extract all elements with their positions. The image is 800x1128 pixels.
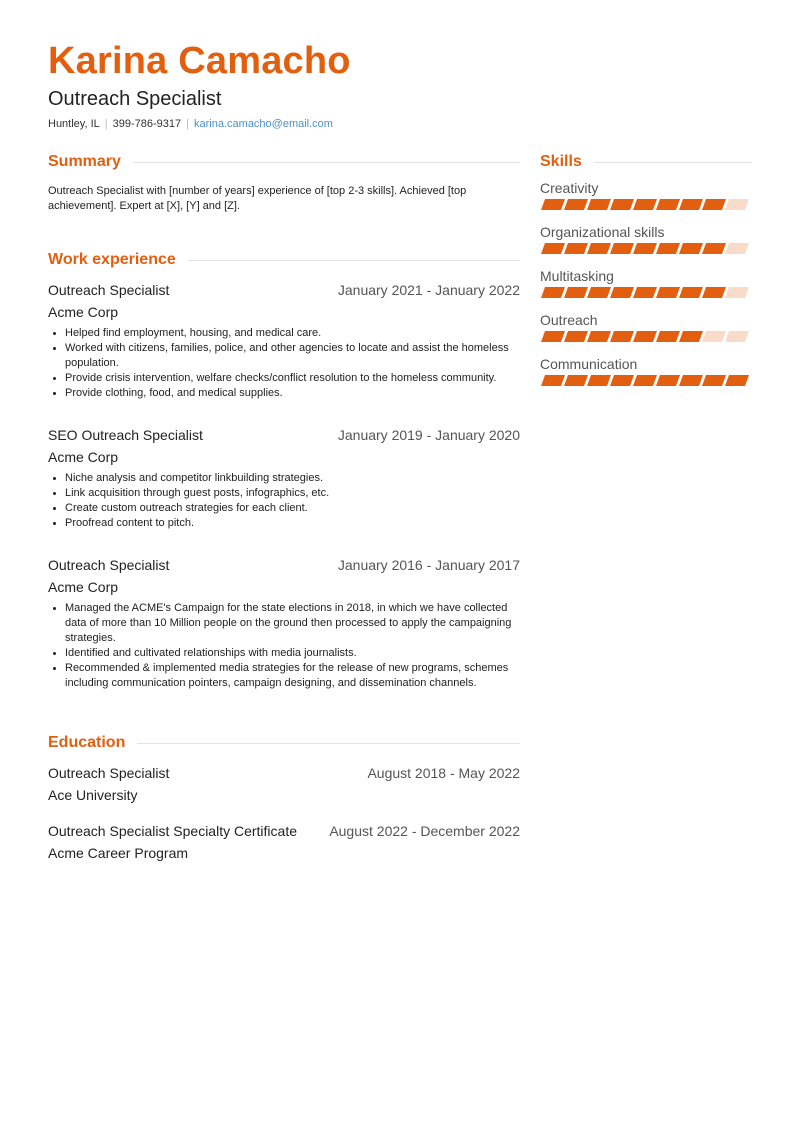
school-name: Ace University — [48, 787, 138, 803]
skill-segment-empty — [725, 287, 749, 298]
section-header — [540, 150, 752, 174]
job-bullet: • Niche analysis and competitor linkbuilding strategies. — [65, 471, 520, 486]
candidate-name: Karina Camacho — [48, 40, 351, 82]
skill-name: Creativity — [540, 180, 599, 196]
skill-segment-filled — [679, 287, 703, 298]
skill-item — [540, 356, 752, 386]
skill-segment-empty — [725, 331, 749, 342]
skill-segment-filled — [587, 331, 611, 342]
skill-segment-filled — [702, 287, 726, 298]
candidate-role: Outreach Specialist — [48, 88, 222, 110]
section-title: Work experience — [48, 251, 176, 268]
skill-name: Communication — [540, 356, 638, 372]
skill-segment-filled — [587, 375, 611, 386]
skill-segment-filled — [633, 199, 657, 210]
side-column — [540, 150, 752, 400]
skill-name: Multitasking — [540, 268, 614, 284]
job-bullet: • Managed the ACME's Campaign for the state elections in 2018, in which we have collected data of more than 10 Million people on the ground then processed to apply the campaigning strategies. — [65, 601, 520, 646]
skill-segment-empty — [725, 243, 749, 254]
skill-segment-filled — [564, 243, 588, 254]
skill-segment-filled — [541, 331, 565, 342]
job-title: SEO Outreach Specialist — [48, 427, 203, 443]
school-name: Acme Career Program — [48, 845, 189, 861]
skill-segment-filled — [541, 375, 565, 386]
skill-segment-filled — [587, 243, 611, 254]
job-entry — [48, 282, 520, 401]
skill-item — [540, 312, 752, 342]
skill-segment-filled — [656, 287, 680, 298]
job-dates: January 2016 - January 2017 — [337, 557, 520, 573]
skill-segment-filled — [656, 243, 680, 254]
skill-segment-filled — [610, 331, 634, 342]
section-title: Summary — [48, 153, 121, 170]
job-company: Acme Corp — [48, 449, 119, 465]
skill-segment-filled — [633, 375, 657, 386]
contact-email-link[interactable]: karina.camacho@email.com — [194, 118, 333, 130]
skill-segment-filled — [656, 199, 680, 210]
education-dates: August 2022 - December 2022 — [329, 823, 520, 839]
job-bullet: • Helped find employment, housing, and medical care. — [65, 326, 520, 341]
skill-segment-filled — [679, 375, 703, 386]
skill-level-bar — [540, 331, 752, 342]
skill-segment-filled — [541, 287, 565, 298]
skill-segment-filled — [610, 287, 634, 298]
job-bullet: • Identified and cultivated relationships with media journalists. — [65, 646, 520, 661]
skill-segment-filled — [610, 243, 634, 254]
work-experience-section — [48, 248, 520, 691]
job-title: Outreach Specialist — [48, 282, 170, 298]
skill-segment-empty — [725, 199, 749, 210]
job-bullets — [48, 326, 520, 401]
skill-segment-filled — [564, 199, 588, 210]
skill-segment-filled — [587, 199, 611, 210]
job-company: Acme Corp — [48, 304, 119, 320]
job-bullet: • Provide crisis intervention, welfare checks/conflict resolution to the homeless community. — [65, 371, 520, 386]
skill-segment-filled — [587, 287, 611, 298]
skill-name: Outreach — [540, 312, 598, 328]
job-title: Outreach Specialist — [48, 557, 170, 573]
skill-segment-filled — [564, 287, 588, 298]
skill-segment-filled — [656, 331, 680, 342]
contact-separator: | — [104, 118, 108, 130]
job-bullet: • Proofread content to pitch. — [65, 516, 520, 531]
job-bullet: • Link acquisition through guest posts, infographics, etc. — [65, 486, 520, 501]
job-bullet: • Create custom outreach strategies for each client. — [65, 501, 520, 516]
skill-level-bar — [540, 287, 752, 298]
job-bullets — [48, 471, 520, 531]
education-section — [48, 731, 520, 861]
skill-level-bar — [540, 375, 752, 386]
skill-item — [540, 180, 752, 210]
section-header — [48, 248, 520, 272]
skill-segment-filled — [633, 287, 657, 298]
section-divider — [188, 260, 520, 261]
skill-segment-empty — [702, 331, 726, 342]
job-entry — [48, 557, 520, 691]
main-column — [48, 150, 520, 881]
contact-location: Huntley, IL — [48, 118, 100, 130]
education-entry — [48, 823, 520, 861]
section-header — [48, 731, 520, 755]
job-dates: January 2021 - January 2022 — [337, 282, 520, 298]
skill-segment-filled — [679, 331, 703, 342]
skill-segment-filled — [656, 375, 680, 386]
section-title: Education — [48, 734, 126, 751]
section-title: Skills — [540, 153, 582, 170]
education-entry — [48, 765, 520, 803]
summary-section — [48, 150, 520, 214]
skill-segment-filled — [610, 199, 634, 210]
skill-segment-filled — [564, 331, 588, 342]
job-dates: January 2019 - January 2020 — [337, 427, 520, 443]
skill-segment-filled — [541, 199, 565, 210]
skill-segment-filled — [633, 243, 657, 254]
section-divider — [137, 743, 520, 744]
skill-segment-filled — [633, 331, 657, 342]
skill-item — [540, 224, 752, 254]
skill-segment-filled — [610, 375, 634, 386]
summary-text: Outreach Specialist with [number of years] experience of [top 2-3 skills]. Achieved [top achievement]. Expert at [X], [Y] and [Z]. — [48, 185, 467, 212]
job-bullet: • Provide clothing, food, and medical supplies. — [65, 386, 520, 401]
job-bullets — [48, 601, 520, 691]
job-bullet: • Worked with citizens, families, police, and other agencies to locate and assist the homeless population. — [65, 341, 520, 371]
contact-line — [48, 118, 333, 130]
skill-level-bar — [540, 199, 752, 210]
skill-segment-filled — [541, 243, 565, 254]
section-divider — [133, 162, 520, 163]
skill-segment-filled — [679, 199, 703, 210]
section-header — [48, 150, 520, 174]
skill-segment-filled — [564, 375, 588, 386]
skills-list — [540, 180, 752, 386]
education-dates: August 2018 - May 2022 — [367, 765, 520, 781]
contact-phone: 399-786-9317 — [112, 118, 182, 130]
skill-segment-filled — [702, 243, 726, 254]
skill-name: Organizational skills — [540, 224, 665, 240]
job-entry — [48, 427, 520, 531]
degree-title: Outreach Specialist — [48, 765, 170, 781]
section-divider — [594, 162, 752, 163]
skill-item — [540, 268, 752, 298]
skill-segment-filled — [679, 243, 703, 254]
skill-segment-filled — [725, 375, 749, 386]
skill-segment-filled — [702, 375, 726, 386]
degree-title: Outreach Specialist Specialty Certificate — [48, 823, 297, 839]
contact-separator: | — [186, 118, 190, 130]
skill-level-bar — [540, 243, 752, 254]
job-bullet: • Recommended & implemented media strategies for the release of new programs, schemes including communication pointers, campaign designing, and dissemination channels. — [65, 661, 520, 691]
job-company: Acme Corp — [48, 579, 119, 595]
skill-segment-filled — [702, 199, 726, 210]
